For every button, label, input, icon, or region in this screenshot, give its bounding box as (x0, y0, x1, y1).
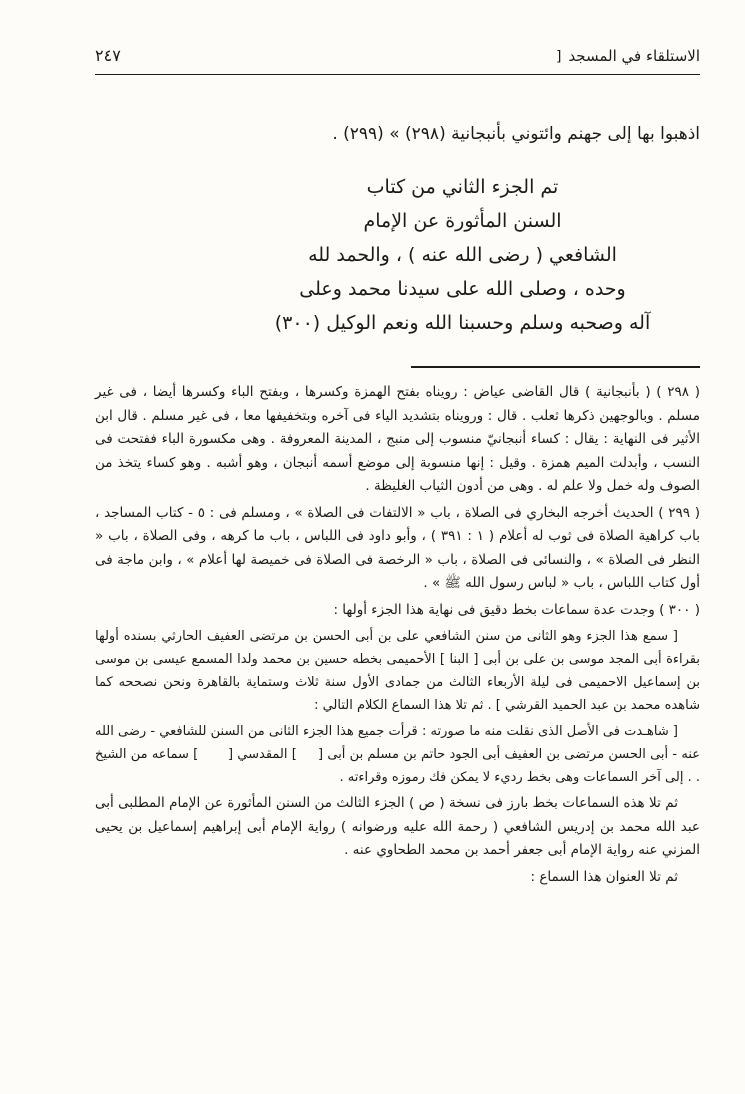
running-head (556, 47, 700, 65)
page-header (95, 46, 700, 75)
running-head-bracket: ] (555, 49, 562, 65)
colophon-line-2: السنن المأثورة عن الإمام (363, 210, 562, 233)
hadith-closing-line: اذهبوا بها إلى جهنم وائتوني بأنبجانية (٢٩٨) » (٢٩٩) . (332, 124, 700, 144)
sama-title-note: ثم تلا العنوان هذا السماع : (530, 868, 678, 885)
sama-record-1: [ سمع هذا الجزء وهو الثانى من سنن الشافعي على بن أبى الحسن بن مرتضى العفيف الحارثي بسنده أولها بقراءة أبى المجد موسى بن على بن أبى [ البنا ] الأحميمى بخطه حسين بن محمد ولدا المسمع عيسى بن موسى بن إسماعيل الاحميمى فى ليلة الأربعاء الثالث من جمادى الأول سنة ثلاث وستماية بالقاهرة ونحن نصححه كما شاهده محمد بن عبد الحميد القرشي ] . ثم تلا هذا السماع الكلام التالي : (95, 629, 700, 714)
footnote-298: ( ٢٩٨ ) ( بأنبجانية ) قال القاضى عياض : رويناه بفتح الهمزة وكسرها ، وبفتح الباء وكسرها أيضا ، فى غير مسلم . وبالوجهين ذكرها ثعلب . قال : ورويناه بتشديد الياء فى آخره وبتخفيفها معا ، فى غير مسلم . قال ابن الأثير فى النهاية : يقال : كساء أنبجانيّ منسوب إلى منبج ، المدينة المعروفة . وهى مكسورة الباء ففتحت فى النسب ، وأبدلت الميم همزة . وقيل : إنها منسوبة إلى موضع أسمه أنبجان ، وهو أشبه . وهو كساء يتخذ من الصوف وله خمل ولا علم له . وهى من أدون الثياب الغليظة . (95, 384, 701, 495)
colophon-line-4: وحده ، وصلى الله على سيدنا محمد وعلى (299, 278, 626, 301)
footnote-separator (411, 366, 700, 368)
page-body (95, 121, 700, 889)
footnotes-section (95, 381, 700, 889)
colophon-line-5: آله وصحبه وسلم وحسبنا الله ونعم الوكيل (٣٠٠) (274, 312, 651, 335)
colophon (225, 170, 700, 340)
footnote-300-intro: ( ٣٠٠ ) وجدت عدة سماعات بخط دقيق فى نهاية هذا الجزء أولها : (333, 601, 700, 618)
page-number: ٢٤٧ (95, 46, 121, 65)
footnote-299: ( ٢٩٩ ) الحديث أخرجه البخاري فى الصلاة ، باب « الالتفات فى الصلاة » ، ومسلم فى : ٥ - كتاب المساجد ، باب كراهية الصلاة فى ثوب له أعلام ( ١ : ٣٩١ ) ، وأبو داود فى اللباس ، باب ما كرهه ، وفى الصلاة ، باب « النظر فى الصلاة » ، والنسائى فى الصلاة ، باب « الرخصة فى الصلاة فى خميصة لها أعلام » ، وابن ماجة فى أول كتاب اللباس ، باب « لباس رسول الله ﷺ » . (95, 504, 700, 592)
colophon-line-3: الشافعي ( رضى الله عنه ) ، والحمد لله (308, 244, 617, 267)
sama-conclusion: ثم تلا هذه السماعات بخط بارز فى نسخة ( ص ) الجزء الثالث من السنن المأثورة عن الإمام المطلبى أبى عبد الله محمد بن إدريس الشافعي ( رحمة الله عليه ورضوانه ) رواية الإمام أبى إبراهيم إسماعيل بن يحيى المزني عنه رواية الإمام أبى جعفر أحمد بن محمد الطحاوي عنه . (95, 795, 700, 859)
colophon-line-1: تم الجزء الثاني من كتاب (366, 176, 559, 199)
running-head-title: الاستلقاء في المسجد (568, 47, 700, 65)
sama-record-2: [ شاهـدت فى الأصل الذى نقلت منه ما صورته : قرأت جميع هذا الجزء الثانى من السنن للشافعي - رضى الله عنه - أبى الحسن مرتضى بن العفيف أبى الجود حاتم بن مسلم بن أبى [ ] المقدسي [ ] سماعه من الشيخ . . إلى آخر السماعات وهى بخط رديء لا يمكن فك رموزه وقراءته . (95, 724, 700, 786)
